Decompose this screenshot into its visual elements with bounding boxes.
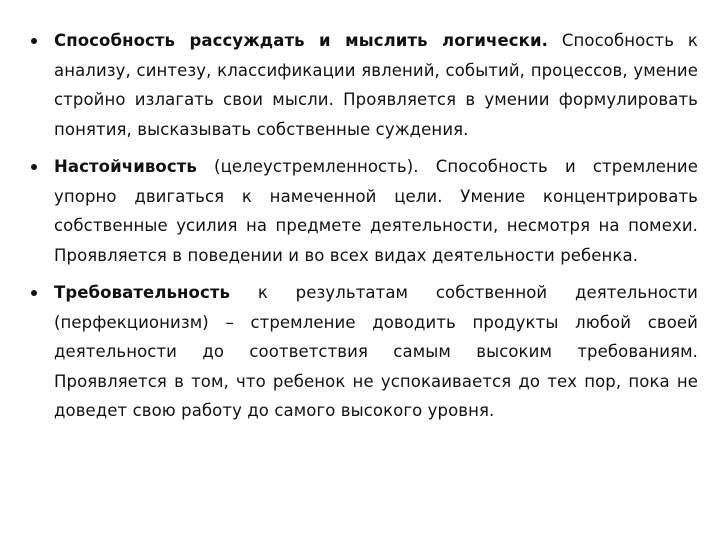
bullet-list: [30, 26, 698, 426]
item-text: к результатам собственной деятельности (перфекционизм) – стремление доводить продукты любой своей деятельности до соответствия самым высоким требованиям. Проявляется в том, что ребенок не успокаивается до тех пор, пока не доведет свою работу до самого высокого уровня.: [54, 283, 698, 420]
bullet-icon: [31, 164, 37, 170]
item-term: Способность рассуждать и мыслить логически.: [54, 31, 548, 50]
item-term: Настойчивость: [54, 157, 197, 176]
item-text: Способность к анализу, синтезу, классификации явлений, событий, процессов, умение стройно излагать свои мысли. Проявляется в умении формулировать понятия, высказывать собственные суждения.: [54, 31, 698, 139]
item-term: Требовательность: [54, 283, 231, 302]
item-text: (целеустремленность). Способность и стремление упорно двигаться к намеченной цели. Умение концентрировать собственные усилия на предмете деятельности, несмотря на помехи. Проявляется в поведении и во всех видах деятельности ребенка.: [54, 157, 698, 265]
list-item: [30, 26, 698, 144]
list-item: [30, 152, 698, 270]
bullet-icon: [31, 38, 37, 44]
list-item: [30, 278, 698, 426]
bullet-icon: [31, 290, 37, 296]
